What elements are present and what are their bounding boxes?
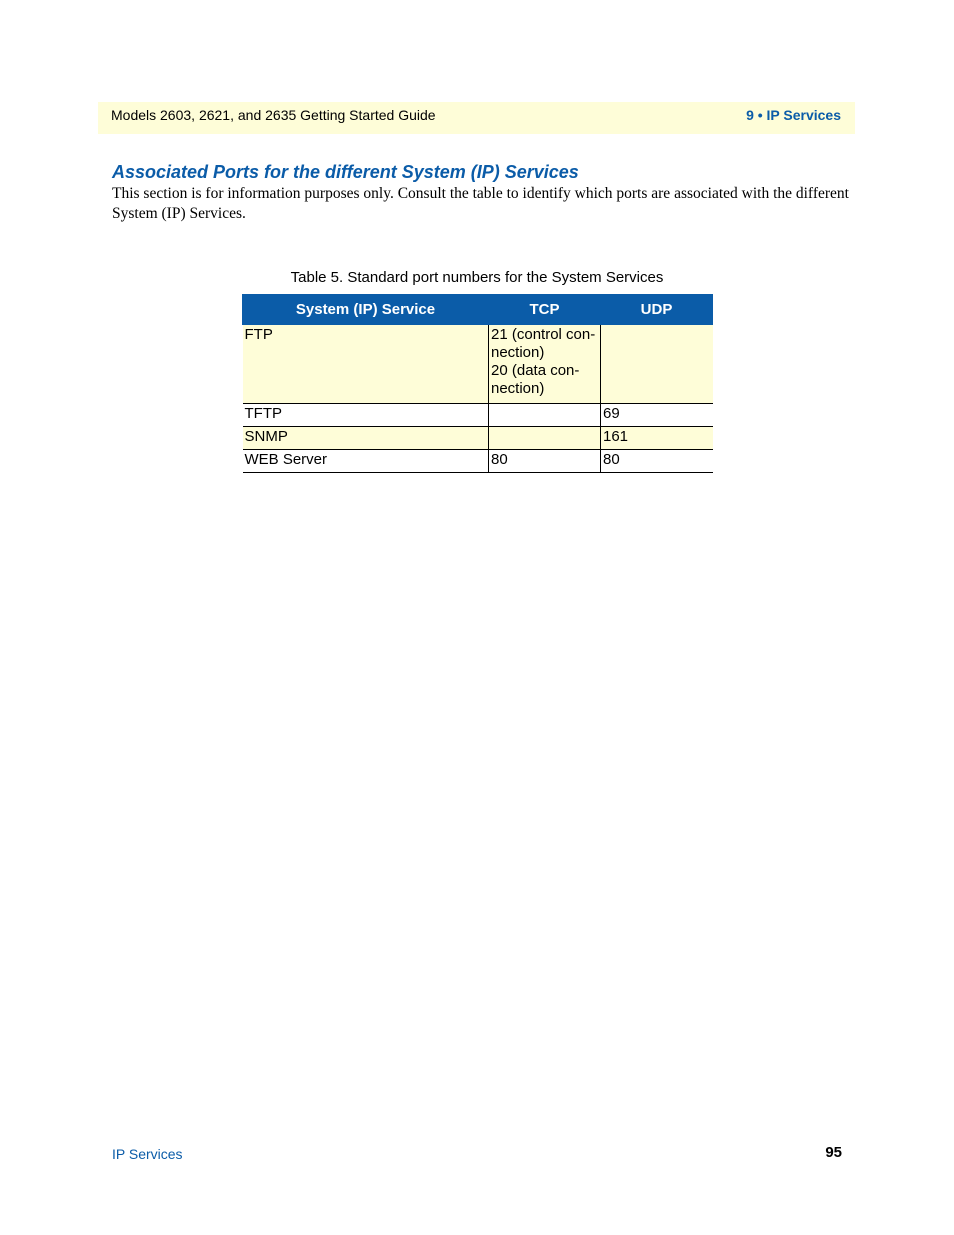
tcp-cell: 21 (control con- nection) 20 (data con- nection) bbox=[489, 325, 601, 404]
header-guide-title: Models 2603, 2621, and 2635 Getting Started Guide bbox=[111, 107, 436, 123]
udp-cell bbox=[601, 325, 713, 404]
udp-cell: 161 bbox=[601, 427, 713, 450]
udp-cell: 69 bbox=[601, 404, 713, 427]
tcp-cell bbox=[489, 404, 601, 427]
table-row bbox=[243, 450, 713, 473]
table-header-row bbox=[243, 295, 713, 325]
table-row bbox=[243, 404, 713, 427]
table-row bbox=[243, 325, 713, 404]
service-cell: TFTP bbox=[243, 404, 489, 427]
header-chapter: 9 • IP Services bbox=[746, 107, 841, 123]
column-header-udp: UDP bbox=[601, 295, 713, 325]
footer-section-name: IP Services bbox=[112, 1146, 183, 1162]
table-caption: Table 5. Standard port numbers for the System Services bbox=[290, 269, 664, 286]
section-title: Associated Ports for the different System (IP) Services bbox=[112, 162, 579, 182]
ports-table bbox=[242, 294, 713, 473]
service-cell: WEB Server bbox=[243, 450, 489, 473]
tcp-cell: 80 bbox=[489, 450, 601, 473]
section-body-text: This section is for information purposes only. Consult the table to identify which ports are associated with the different System (IP) Services. bbox=[112, 185, 849, 222]
column-header-tcp: TCP bbox=[489, 295, 601, 325]
udp-cell: 80 bbox=[601, 450, 713, 473]
column-header-service: System (IP) Service bbox=[243, 295, 489, 325]
table-row bbox=[243, 427, 713, 450]
page-number: 95 bbox=[825, 1144, 842, 1161]
tcp-cell bbox=[489, 427, 601, 450]
service-cell: SNMP bbox=[243, 427, 489, 450]
running-header bbox=[98, 102, 855, 134]
service-cell: FTP bbox=[243, 325, 489, 404]
